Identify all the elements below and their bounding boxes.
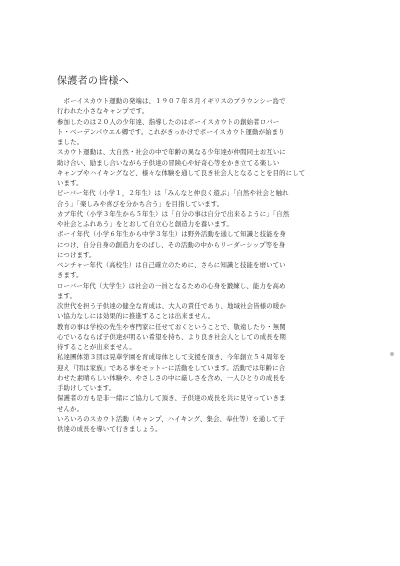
page-title: 保護者の皆様へ	[57, 76, 130, 87]
text-line: 助け合い、励まし合いながら子供達の冒険心や好奇心等をかき立てる楽しい	[57, 158, 280, 167]
text-line: ボーイ年代（小学６年生から中学３年生）は野外活動を通して知識と技能を身	[57, 230, 286, 239]
paragraph	[57, 117, 362, 148]
text-line: ローバー年代（大学生）は社会の一員となるための心身を鍛練し、能力を高め	[57, 281, 286, 290]
text-line: います。	[57, 179, 83, 187]
paragraph	[57, 229, 362, 260]
text-line: 合う」「楽しみや喜びを分かち合う」を目指しています。	[57, 199, 224, 208]
text-line: スカウト運動は、大自然・社会の中で年齢の異なる少年達が仲間同士お互いに	[57, 148, 286, 157]
text-line: ト・ベーデンパウエル卿です。これがきっかけでボーイスカウト運動が始まり	[57, 127, 285, 136]
text-line: につけます。	[57, 250, 96, 259]
text-line: 教育の事は学校の先生や専門家に任せておくということで、敬遠したり・無関	[57, 322, 286, 331]
text-line: 手助けしています。	[57, 384, 116, 392]
letter-body	[57, 96, 362, 434]
text-line: 保護者の方も是非一緒にご協力して頂き、子供達の成長を共に見守っていきま	[57, 394, 286, 403]
text-line: 待することが出来ません。	[57, 343, 136, 351]
text-line: ボーイスカウト運動の発端は、１９０７年８月イギリスのブラウンシー島で	[57, 97, 286, 105]
paragraph	[57, 96, 362, 117]
paragraph	[57, 147, 362, 188]
text-line: や社会とふれあう」をとおして自立心と創造力を養います。	[57, 220, 234, 228]
text-line: 供達の成長を導いて行きましょう。	[57, 425, 162, 433]
paragraph	[57, 352, 362, 393]
text-line: ビーバー年代（小学１，２年生）は「みんなと仲良く遊ぶ」「自然や社会と触れ	[57, 189, 289, 198]
text-line: きます。	[57, 271, 83, 280]
paragraph	[57, 260, 362, 281]
paragraph	[57, 393, 362, 414]
paragraph	[57, 281, 362, 302]
text-line: ベンチャー年代（高校生）は自己確立のために、さらに知識と技能を磨いてい	[57, 261, 286, 269]
text-line: 私達團体第３団は晃華学園を育成母体として支援を頂き、今年創立５４周年を	[57, 353, 286, 362]
text-line: 迎え『団は家族』である事をモットーに活動をしています。活動では年齢に合	[57, 363, 286, 372]
paragraph	[57, 209, 362, 230]
scan-mark	[390, 352, 394, 356]
text-line: い協力なしには効果的に推進することは出来ません。	[57, 312, 215, 321]
text-line: いろいろのスカウト活動（キャンプ、ハイキング、集会、奉仕等）を通して子	[57, 414, 285, 423]
text-line: せんか。	[57, 404, 84, 413]
paragraph	[57, 414, 362, 435]
text-line: ました。	[57, 138, 84, 146]
text-line: わせた素晴らしい体験や、やさしさの中に厳しさを含め、一人ひとりの成長を	[57, 373, 286, 382]
text-line: カブ年代（小学３年生から５年生）は「自分の事は自分で出来るように」「自然	[57, 209, 290, 218]
text-line: キャンプやハイキングなど、様々な体験を通して良き社会人となることを目的にして	[57, 168, 306, 177]
text-line: 行われた小さなキャンプです。	[57, 107, 149, 116]
text-line: ます。	[57, 291, 77, 300]
paragraph	[57, 301, 362, 322]
paragraph	[57, 322, 362, 353]
paragraph	[57, 188, 362, 209]
text-line: 心でいるならば子供達が明るい希望を持ち、より良き社会人としての成長を期	[57, 332, 286, 341]
text-line: 参加したのは２０人の少年達、指導したのはボーイスカウトの創始者ロバー	[57, 117, 280, 126]
text-line: 次世代を担う子供達の健全な育成は、大人の責任であり、地域社会皆様の暖か	[57, 302, 286, 310]
text-line: につけ、自分自身の創造力をのばし、その活動の中からリーダーシップ等を身	[57, 240, 286, 249]
